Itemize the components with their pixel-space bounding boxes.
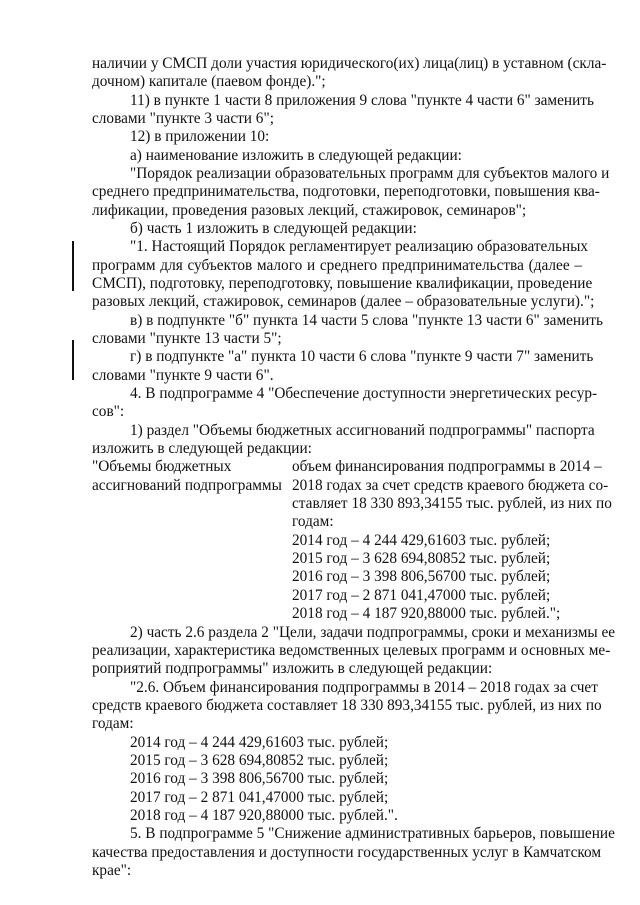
text-line: разовых лекций, стажировок, семинаров (далее – образовательные услуги)."; (92, 293, 595, 310)
text-line: 2018 год – 4 187 920,88000 тыс. рублей.". (130, 807, 398, 824)
text-line: 11) в пункте 1 части 8 приложения 9 слова "пункте 4 части 6" заменить (130, 92, 594, 109)
text-line: сов": (92, 403, 125, 420)
text-line: словами "пункте 3 части 6"; (92, 110, 274, 127)
revision-bar (72, 241, 74, 291)
table-right-cell: 2017 год – 2 871 041,47000 тыс. рублей; (292, 587, 551, 604)
text-line: крае": (92, 862, 132, 879)
text-line: средств краевого бюджета составляет 18 330 893,34155 тыс. рублей, из них по (92, 697, 602, 714)
text-line: 1) раздел "Объемы бюджетных ассигнований подпрограммы" паспорта (130, 422, 595, 439)
text-line: лификации, проведения разовых лекций, стажировок, семинаров"; (92, 202, 527, 219)
text-line: 5. В подпрограмме 5 "Снижение административных барьеров, повышение (130, 825, 615, 842)
table-right-cell: ставляет 18 330 893,34155 тыс. рублей, из них по (292, 495, 612, 512)
text-line: словами "пункте 9 части 6". (92, 367, 274, 384)
text-line: программ для субъектов малого и среднего предпринимательства (далее – (92, 257, 582, 274)
text-line: 4. В подпрограмме 4 "Обеспечение доступности энергетических ресур- (130, 385, 598, 402)
table-right-cell: 2018 год – 4 187 920,88000 тыс. рублей."; (292, 605, 561, 622)
text-line: изложить в следующей редакции: (92, 440, 312, 457)
text-line: в) в подпункте "б" пункта 14 части 5 слова "пункте 13 части 6" заменить (130, 312, 603, 329)
text-line: среднего предпринимательства, подготовки, переподготовки, повышения ква- (92, 183, 600, 200)
table-right-cell: 2018 годах за счет средств краевого бюджета со- (292, 477, 609, 494)
text-line: б) часть 1 изложить в следующей редакции: (130, 220, 417, 237)
text-line: дочном) капитале (паевом фонде)."; (92, 73, 326, 90)
table-right-cell: 2015 год – 3 628 694,80852 тыс. рублей; (292, 550, 551, 567)
table-right-cell: годам: (292, 513, 334, 530)
text-line: 2014 год – 4 244 429,61603 тыс. рублей; (130, 734, 389, 751)
table-left-cell: ассигнований подпрограммы (92, 477, 282, 494)
text-line: наличии у СМСП доли участия юридического(их) лица(лиц) в уставном (скла- (92, 55, 607, 72)
table-right-cell: 2014 год – 4 244 429,61603 тыс. рублей; (292, 532, 551, 549)
text-line: 2016 год – 3 398 806,56700 тыс. рублей; (130, 770, 389, 787)
table-left-cell: "Объемы бюджетных (92, 458, 232, 475)
text-line: реализации, характеристика ведомственных целевых программ и основных ме- (92, 642, 611, 659)
text-line: словами "пункте 13 части 5"; (92, 330, 282, 347)
text-line: СМСП), подготовку, переподготовку, повышение квалификации, проведение (92, 275, 593, 292)
table-right-cell: 2016 год – 3 398 806,56700 тыс. рублей; (292, 568, 551, 585)
text-line: "1. Настоящий Порядок регламентирует реализацию образовательных (130, 238, 589, 255)
text-line: годам: (92, 715, 134, 732)
table-right-cell: объем финансирования подпрограммы в 2014 – (292, 458, 602, 475)
text-line: 12) в приложении 10: (130, 128, 270, 145)
text-line: "2.6. Объем финансирования подпрограммы в 2014 – 2018 годах за счет (130, 679, 598, 696)
text-line: а) наименование изложить в следующей редакции: (130, 147, 462, 164)
text-line: 2017 год – 2 871 041,47000 тыс. рублей; (130, 789, 389, 806)
text-line: роприятий подпрограммы" изложить в следующей редакции: (92, 660, 493, 677)
text-line: 2015 год – 3 628 694,80852 тыс. рублей; (130, 752, 389, 769)
text-line: 2) часть 2.6 раздела 2 "Цели, задачи подпрограммы, сроки и механизмы ее (130, 624, 616, 641)
text-line: "Порядок реализации образовательных программ для субъектов малого и (130, 165, 610, 182)
revision-bar (72, 340, 74, 380)
text-line: качества предоставления и доступности государственных услуг в Камчатском (92, 844, 602, 861)
text-line: г) в подпункте "а" пункта 10 части 6 слова "пункте 9 части 7" заменить (130, 348, 594, 365)
